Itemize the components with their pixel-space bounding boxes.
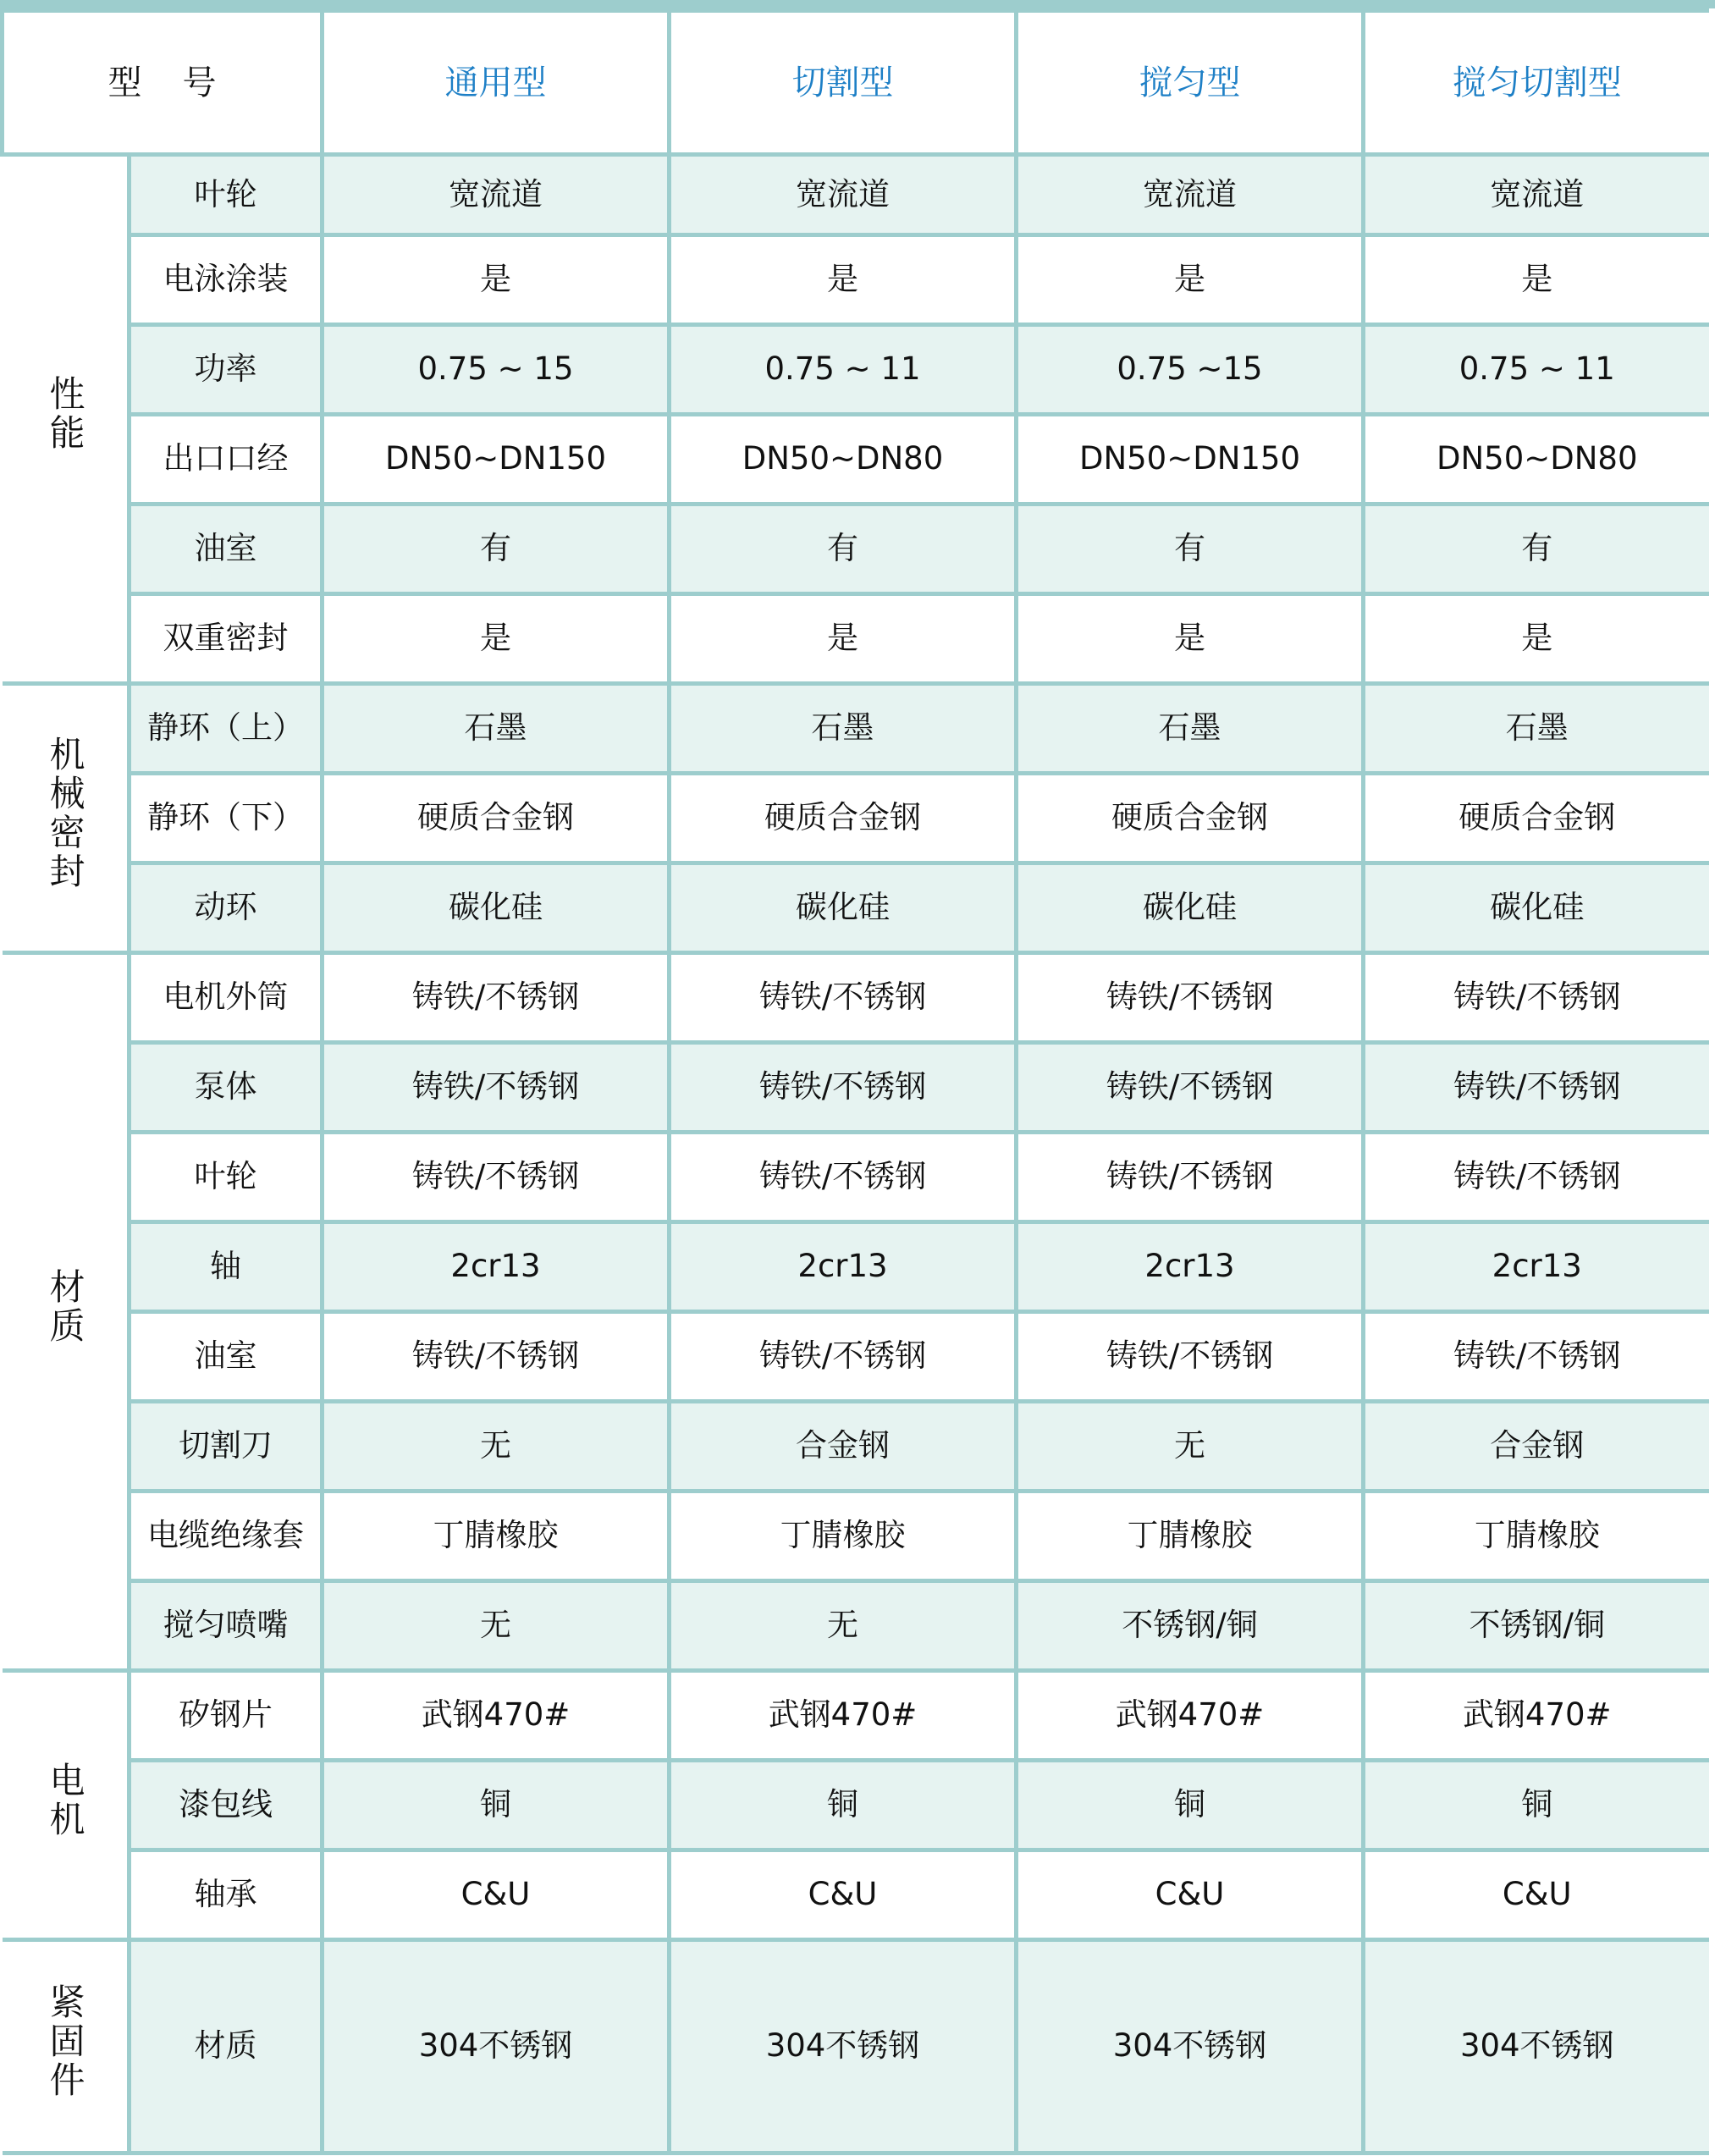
table-cell: DN50~DN150: [323, 415, 670, 505]
table-cell: 304不锈钢: [1017, 1940, 1364, 2153]
table-cell: C&U: [1017, 1850, 1364, 1940]
row-label: 电泳涂装: [130, 235, 323, 325]
table-row: [3, 1402, 1709, 1492]
table-cell: 2cr13: [1017, 1222, 1364, 1312]
table-cell: 铸铁/不锈钢: [670, 1133, 1017, 1222]
table-cell: 铸铁/不锈钢: [670, 1043, 1017, 1133]
table-cell: 宽流道: [1364, 155, 1709, 235]
table-cell: 石墨: [1364, 684, 1709, 774]
table-cell: 有: [670, 505, 1017, 594]
table-cell: 是: [670, 594, 1017, 684]
group-label-performance: 性能: [3, 155, 130, 684]
table-cell: 铸铁/不锈钢: [670, 1312, 1017, 1402]
table-cell: 0.75 ~ 15: [323, 325, 670, 415]
table-cell: 2cr13: [670, 1222, 1017, 1312]
table-cell: 石墨: [1017, 684, 1364, 774]
table-cell: DN50~DN80: [670, 415, 1017, 505]
table-cell: 丁腈橡胶: [323, 1492, 670, 1581]
row-label: 叶轮: [130, 155, 323, 235]
row-label: 出口口经: [130, 415, 323, 505]
table-cell: 宽流道: [323, 155, 670, 235]
row-label: 双重密封: [130, 594, 323, 684]
table-row: [3, 235, 1709, 325]
table-cell: 铸铁/不锈钢: [1017, 953, 1364, 1043]
table-cell: 碳化硅: [1017, 863, 1364, 953]
group-label-material: 材质: [3, 953, 130, 1671]
table-row: [3, 1043, 1709, 1133]
table-row: [3, 1492, 1709, 1581]
row-label: 电缆绝缘套: [130, 1492, 323, 1581]
row-label: 轴承: [130, 1850, 323, 1940]
table-row: [3, 953, 1709, 1043]
table-cell: 304不锈钢: [670, 1940, 1017, 2153]
model-header: 型号: [3, 11, 323, 155]
table-cell: 石墨: [670, 684, 1017, 774]
table-row: [3, 1671, 1709, 1761]
table-cell: 丁腈橡胶: [1017, 1492, 1364, 1581]
table-row: [3, 1222, 1709, 1312]
table-cell: 合金钢: [670, 1402, 1017, 1492]
table-cell: 碳化硅: [323, 863, 670, 953]
table-cell: 是: [670, 235, 1017, 325]
table-cell: 铜: [1364, 1761, 1709, 1850]
table-cell: 2cr13: [1364, 1222, 1709, 1312]
row-label: 材质: [130, 1940, 323, 2153]
table-cell: 不锈钢/铜: [1017, 1581, 1364, 1671]
row-label: 切割刀: [130, 1402, 323, 1492]
table-cell: 铸铁/不锈钢: [1017, 1312, 1364, 1402]
row-label: 油室: [130, 505, 323, 594]
group-label-motor: 电机: [3, 1671, 130, 1940]
table-cell: C&U: [323, 1850, 670, 1940]
table-cell: 硬质合金钢: [1364, 774, 1709, 863]
table-row: [3, 155, 1709, 235]
table-cell: 丁腈橡胶: [670, 1492, 1017, 1581]
table-cell: 铜: [670, 1761, 1017, 1850]
table-cell: C&U: [1364, 1850, 1709, 1940]
table-cell: 丁腈橡胶: [1364, 1492, 1709, 1581]
row-label: 静环（下）: [130, 774, 323, 863]
table-cell: 硬质合金钢: [1017, 774, 1364, 863]
table-cell: DN50~DN150: [1017, 415, 1364, 505]
table-cell: 铸铁/不锈钢: [1364, 1043, 1709, 1133]
header-row: [3, 11, 1709, 155]
row-label: 电机外筒: [130, 953, 323, 1043]
table-cell: 宽流道: [1017, 155, 1364, 235]
table-cell: 2cr13: [323, 1222, 670, 1312]
table-cell: 有: [1364, 505, 1709, 594]
type-cutting: 切割型: [670, 11, 1017, 155]
table-cell: 武钢470#: [1364, 1671, 1709, 1761]
type-general: 通用型: [323, 11, 670, 155]
table-cell: 铸铁/不锈钢: [670, 953, 1017, 1043]
table-cell: 是: [323, 594, 670, 684]
table-cell: 无: [323, 1581, 670, 1671]
table-row: [3, 1761, 1709, 1850]
table-row: [3, 1133, 1709, 1222]
row-label: 动环: [130, 863, 323, 953]
table-cell: 硬质合金钢: [670, 774, 1017, 863]
table-cell: 碳化硅: [670, 863, 1017, 953]
table-cell: 铸铁/不锈钢: [323, 1312, 670, 1402]
table-row: [3, 863, 1709, 953]
table-cell: 铸铁/不锈钢: [1017, 1043, 1364, 1133]
table-cell: 是: [323, 235, 670, 325]
row-label: 静环（上）: [130, 684, 323, 774]
row-label: 功率: [130, 325, 323, 415]
table-cell: 是: [1017, 235, 1364, 325]
table-cell: 石墨: [323, 684, 670, 774]
table-row: [3, 594, 1709, 684]
table-cell: 铸铁/不锈钢: [1364, 1312, 1709, 1402]
type-stirring-cutting: 搅匀切割型: [1364, 11, 1709, 155]
table-cell: DN50~DN80: [1364, 415, 1709, 505]
table-cell: 0.75 ~ 11: [670, 325, 1017, 415]
table-cell: C&U: [670, 1850, 1017, 1940]
table-cell: 无: [1017, 1402, 1364, 1492]
table-cell: 合金钢: [1364, 1402, 1709, 1492]
table-row: [3, 1312, 1709, 1402]
table-row: [3, 774, 1709, 863]
table-cell: 武钢470#: [670, 1671, 1017, 1761]
spec-comparison-table: [0, 8, 1709, 2155]
table-cell: 碳化硅: [1364, 863, 1709, 953]
table-row: [3, 1940, 1709, 2153]
table-row: [3, 415, 1709, 505]
row-label: 漆包线: [130, 1761, 323, 1850]
table-cell: 铜: [1017, 1761, 1364, 1850]
table-cell: 304不锈钢: [323, 1940, 670, 2153]
table-row: [3, 505, 1709, 594]
row-label: 矽钢片: [130, 1671, 323, 1761]
table-cell: 武钢470#: [1017, 1671, 1364, 1761]
row-label: 叶轮: [130, 1133, 323, 1222]
table-cell: 铸铁/不锈钢: [323, 1133, 670, 1222]
type-stirring: 搅匀型: [1017, 11, 1364, 155]
table-cell: 铸铁/不锈钢: [1017, 1133, 1364, 1222]
group-label-mechanical-seal: 机械密封: [3, 684, 130, 953]
table-row: [3, 325, 1709, 415]
table-cell: 硬质合金钢: [323, 774, 670, 863]
table-cell: 铜: [323, 1761, 670, 1850]
table-cell: 是: [1017, 594, 1364, 684]
table-row: [3, 684, 1709, 774]
table-cell: 有: [323, 505, 670, 594]
row-label: 搅匀喷嘴: [130, 1581, 323, 1671]
table-cell: 无: [670, 1581, 1017, 1671]
table-cell: 0.75 ~15: [1017, 325, 1364, 415]
table-cell: 宽流道: [670, 155, 1017, 235]
table-cell: 铸铁/不锈钢: [1364, 1133, 1709, 1222]
table-cell: 武钢470#: [323, 1671, 670, 1761]
table-cell: 0.75 ~ 11: [1364, 325, 1709, 415]
row-label: 泵体: [130, 1043, 323, 1133]
row-label: 轴: [130, 1222, 323, 1312]
table-cell: 铸铁/不锈钢: [323, 1043, 670, 1133]
table-cell: 铸铁/不锈钢: [323, 953, 670, 1043]
table-cell: 不锈钢/铜: [1364, 1581, 1709, 1671]
group-label-fasteners: 紧固件: [3, 1940, 130, 2153]
table-cell: 是: [1364, 235, 1709, 325]
table-row: [3, 1581, 1709, 1671]
top-border-band: [0, 0, 1715, 8]
table-cell: 无: [323, 1402, 670, 1492]
table-cell: 304不锈钢: [1364, 1940, 1709, 2153]
table-row: [3, 1850, 1709, 1940]
row-label: 油室: [130, 1312, 323, 1402]
table-cell: 铸铁/不锈钢: [1364, 953, 1709, 1043]
table-cell: 有: [1017, 505, 1364, 594]
table-cell: 是: [1364, 594, 1709, 684]
